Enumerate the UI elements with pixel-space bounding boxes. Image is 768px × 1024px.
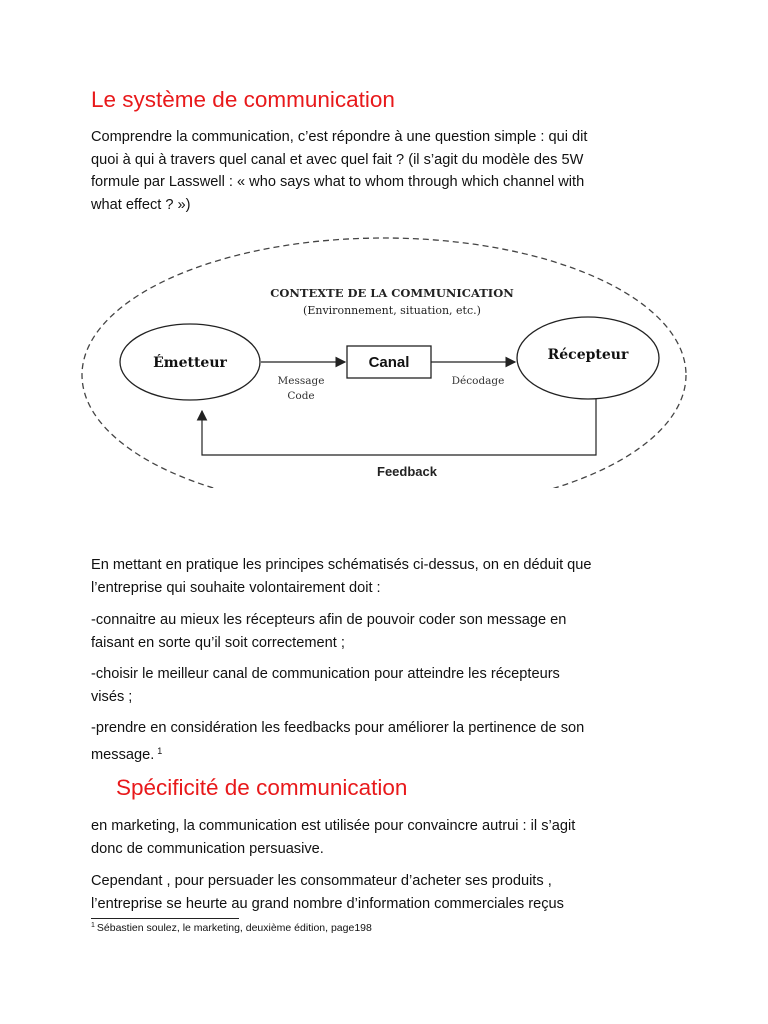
text-line: en marketing, la communication est utilisée pour convaincre autrui : il s’agit [91,818,576,834]
paragraph-marketing [91,815,691,860]
emitter-label: Émetteur [153,355,227,371]
footnote-text: Sébastien soulez, le marketing, deuxième édition, page198 [96,922,372,934]
text-line: -choisir le meilleur canal de communication pour atteindre les récepteurs [91,666,560,682]
footnote [91,922,372,934]
bullet-know-receivers [91,609,691,654]
text-fragment: message. [91,746,155,763]
feedback-label: Feedback [377,464,437,479]
context-title: CONTEXTE DE LA COMMUNICATION [270,286,514,300]
footnote-separator [91,918,239,919]
receiver-label: Récepteur [547,347,629,363]
footnote-number: 1 [91,922,95,929]
text-line: faisant en sorte qu’il soit correctement ; [91,634,345,651]
text-line: l’entreprise se heurte au grand nombre d’information commerciales reçus [91,895,564,912]
text-line [91,740,691,767]
text-line: -connaitre au mieux les récepteurs afin de pouvoir coder son message en [91,612,567,628]
text-line: what effect ? ») [91,196,191,213]
text-line: En mettant en pratique les principes schématisés ci-dessus, on en déduit que [91,557,592,573]
text-line: -prendre en considération les feedbacks pour améliorer la pertinence de son [91,720,585,736]
channel-label: Canal [368,354,410,371]
bullet-feedbacks [91,717,691,766]
paragraph-however [91,870,691,915]
feedback-loop [202,399,596,455]
text-line: donc de communication persuasive. [91,840,324,857]
decoding-label: Décodage [451,375,505,387]
code-label: Code [287,390,315,402]
text-line: Comprendre la communication, c’est répondre à une question simple : qui dit [91,129,588,145]
message-label: Message [277,375,325,387]
paragraph-principles [91,554,691,599]
text-line: formule par Lasswell : « who says what to whom through which channel with [91,174,585,190]
heading-communication-specificity: Spécificité de communication [116,775,408,800]
text-line: quoi à qui à travers quel canal et avec quel fait ? (il s’agit du modèle des 5W [91,151,584,168]
footnote-reference[interactable]: 1 [157,745,163,756]
text-line: Cependant , pour persuader les consommateur d’acheter ses produits , [91,873,552,889]
context-subtitle: (Environnement, situation, etc.) [303,304,481,317]
text-line: visés ; [91,688,133,705]
heading-communication-system: Le système de communication [91,87,395,112]
bullet-choose-channel [91,663,691,708]
text-line: l’entreprise qui souhaite volontairement doit : [91,579,381,596]
